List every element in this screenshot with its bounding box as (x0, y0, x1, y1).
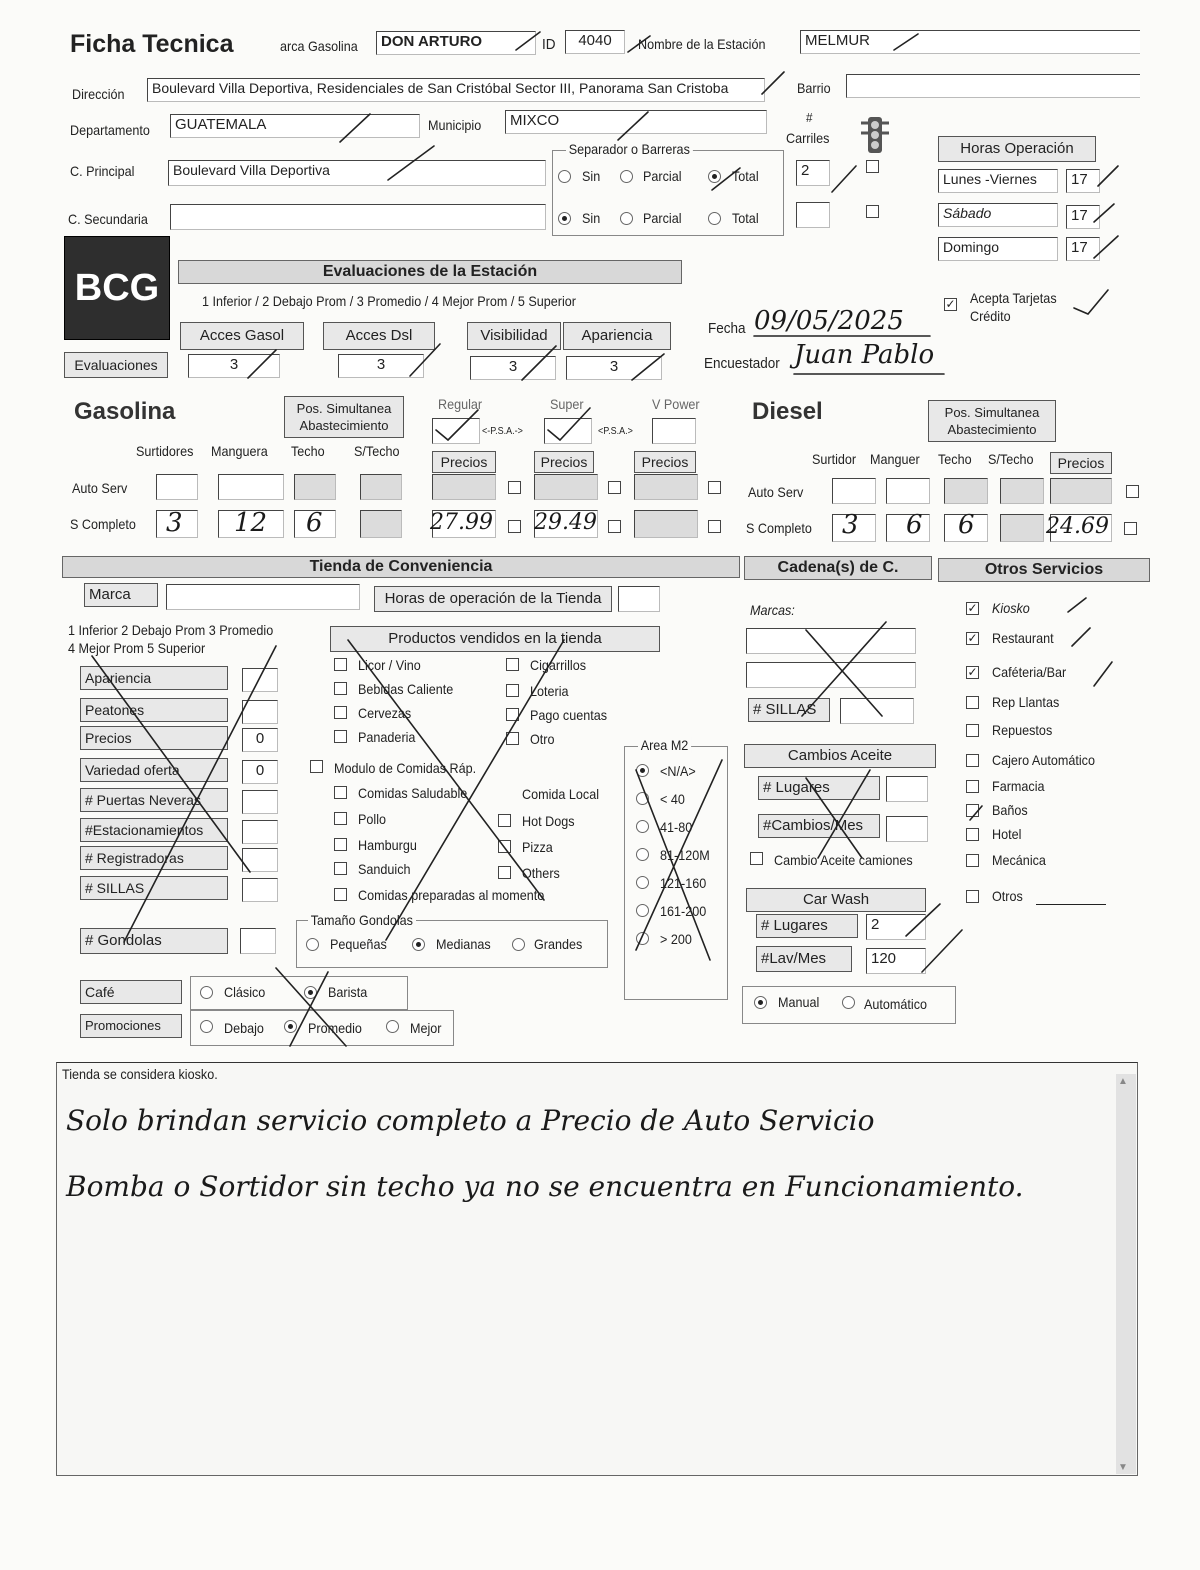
otros-repuestos-checkbox[interactable] (966, 724, 979, 737)
gas-as-stecho[interactable] (360, 474, 402, 500)
diesel-pos-simultanea-line1: Pos. Simultanea (944, 405, 1040, 420)
area-opt-1-radio[interactable] (636, 792, 649, 805)
otros-mecanica-label: Mecánica (992, 852, 1046, 868)
tienda-scale-line1: 1 Inferior 2 Debajo Prom 3 Promedio (68, 622, 274, 638)
otros-otros-checkbox[interactable] (966, 890, 979, 903)
gas-auto-serv-label: Auto Serv (72, 480, 128, 496)
comida-comidas-saludable-checkbox[interactable] (334, 786, 347, 799)
sep-principal-total-label: Total (732, 168, 759, 184)
direccion-field[interactable]: Boulevard Villa Deportiva, Residenciales de San Cristóbal Sector III, Panorama San Cristoba (147, 78, 765, 102)
col-stecho-label: S/Techo (354, 443, 400, 459)
prod-pago-cuentas-checkbox[interactable] (506, 708, 519, 721)
area-opt-5-label: 161-200 (660, 903, 707, 919)
promo-debajo-label: Debajo (224, 1020, 264, 1036)
psa-arrow-1: <-P.S.A.-> (482, 426, 523, 437)
lunes-viernes-label: Lunes -Viernes (938, 169, 1058, 193)
prod-panaderia-checkbox[interactable] (334, 730, 347, 743)
cadena-header: Cadena(s) de C. (744, 556, 932, 580)
tienda-horas-label: Horas de operación de la Tienda (374, 586, 612, 612)
sep-secundaria-total-radio[interactable] (708, 212, 721, 225)
diesel-as-manguer[interactable] (886, 478, 930, 504)
otros-restaurant-label: Restaurant (992, 630, 1054, 646)
comida-hot-dogs-label: Hot Dogs (522, 813, 575, 829)
gas-sc-regular-value: 27.99 (430, 510, 493, 535)
comida-pollo-checkbox[interactable] (334, 812, 347, 825)
otros-underline (1036, 904, 1106, 905)
diesel-sc-techo-value: 6 (958, 510, 975, 540)
comida-comidas-saludable-label: Comidas Saludable (358, 785, 468, 801)
otros-otros-label: Otros (992, 888, 1023, 904)
cadena-sillas-field[interactable] (840, 698, 914, 724)
diesel-sc-manguer-value: 6 (906, 510, 923, 540)
area-opt-1-label: < 40 (660, 791, 685, 807)
tienda-row-peatones-label: Peatones (80, 698, 228, 722)
sep-secundaria-parcial-label: Parcial (643, 210, 682, 226)
cw-manual-radio[interactable] (754, 996, 767, 1009)
gas-as-manguera[interactable] (218, 474, 284, 500)
gas-sc-techo-value: 6 (306, 508, 323, 538)
diesel-auto-serv-label: Auto Serv (748, 484, 804, 500)
prod-bebidas-caliente-checkbox[interactable] (334, 682, 347, 695)
diesel-as-cb[interactable] (1126, 485, 1139, 498)
tienda-row-precios-label: Precios (80, 726, 228, 750)
precios-regular-header: Precios (432, 451, 496, 473)
sep-principal-sin-label: Sin (582, 168, 601, 184)
scroll-up-arrow-icon[interactable]: ▲ (1118, 1076, 1128, 1087)
prod-loteria-checkbox[interactable] (506, 684, 519, 697)
area-opt-4-label: 121-160 (660, 875, 707, 891)
calle-secundaria-label: C. Secundaria (68, 211, 148, 227)
barrio-label: Barrio (797, 80, 831, 96)
vpower-psa-field[interactable] (652, 418, 696, 444)
diesel-as-precio[interactable] (1050, 478, 1112, 504)
regular-psa-field[interactable] (432, 418, 480, 444)
cafe-label: Café (80, 980, 182, 1004)
area-opt-3-label: 81-120M (660, 847, 710, 863)
gondolas-field[interactable] (240, 928, 276, 954)
eval-acces-gasol-field[interactable]: 3 (188, 354, 280, 378)
col-manguera-label: Manguera (211, 443, 268, 459)
modulo-comidas-label: Modulo de Comidas Ráp. (334, 760, 477, 776)
comida-pizza-label: Pizza (522, 839, 553, 855)
carriles-hash: # (806, 110, 813, 125)
eval-apariencia-field[interactable]: 3 (566, 356, 662, 380)
tam-pequenas-radio[interactable] (306, 938, 319, 951)
otros-hotel-label: Hotel (992, 826, 1022, 842)
comida-pizza-checkbox[interactable] (498, 840, 511, 853)
diesel-as-stecho[interactable] (1000, 478, 1044, 504)
evaluaciones-scale: 1 Inferior / 2 Debajo Prom / 3 Promedio / 4 Mejor Prom / 5 Superior (202, 293, 576, 309)
separador-label: Separador o Barreras (566, 141, 693, 157)
acepta-tarjetas-label: Acepta Tarjetas (970, 290, 1057, 306)
gas-as-vpower-cb[interactable] (708, 481, 721, 494)
calle-principal-field[interactable]: Boulevard Villa Deportiva (168, 160, 546, 186)
gas-sc-vpower-precio[interactable] (634, 510, 698, 538)
cw-lav-mes-field[interactable]: 120 (866, 948, 926, 974)
otros-kiosko-checkbox[interactable]: ✓ (967, 601, 978, 615)
municipio-label: Municipio (428, 117, 482, 133)
scroll-down-arrow-icon[interactable]: ▼ (1118, 1462, 1128, 1473)
tienda-row-apariencia-label: Apariencia (80, 666, 228, 690)
tienda-conveniencia-header: Tienda de Conveniencia (62, 556, 740, 578)
diesel-s-completo-label: S Completo (746, 520, 812, 536)
precios-super-header: Precios (534, 451, 594, 473)
tienda-marca-label: Marca (84, 583, 158, 607)
comida-local-label: Comida Local (522, 786, 600, 802)
prod-cervezas-label: Cervezas (358, 705, 412, 721)
tamano-gondolas-label: Tamaño Gondolas (308, 912, 416, 928)
evaluaciones-row-label: Evaluaciones (64, 352, 168, 378)
cafe-clasico-radio[interactable] (200, 986, 213, 999)
gas-sc-surtidores-value: 3 (166, 508, 183, 538)
gas-as-super-cb[interactable] (608, 481, 621, 494)
cw-manual-label: Manual (778, 994, 820, 1010)
otros-servicios-header: Otros Servicios (938, 558, 1150, 582)
gas-as-regular-precio[interactable] (432, 474, 496, 500)
tienda-row-variedad-oferta-label: Variedad oferta (80, 758, 228, 782)
prod-cigarrillos-label: Cigarrillos (530, 657, 587, 673)
page-title: Ficha Tecnica (70, 30, 234, 58)
psa-arrow-2: <P.S.A.> (598, 426, 633, 437)
otros-cafeteria-bar-label: Caféteria/Bar (992, 664, 1067, 680)
domingo-field[interactable]: 17 (1066, 237, 1100, 261)
notes-handwritten-line1: Solo brindan servicio completo a Precio de Auto Servicio (66, 1104, 875, 1137)
gas-sc-super-cb[interactable] (608, 520, 621, 533)
promo-debajo-radio[interactable] (200, 1020, 213, 1033)
area-opt-6-radio[interactable] (636, 932, 649, 945)
calle-principal-label: C. Principal (70, 163, 135, 179)
id-field[interactable]: 4040 (565, 30, 625, 54)
car-wash-header: Car Wash (746, 888, 926, 912)
cadena-marca-field-1[interactable] (746, 628, 916, 654)
otros-restaurant-checkbox[interactable]: ✓ (967, 631, 978, 645)
productos-vendidos-header: Productos vendidos en la tienda (330, 626, 660, 652)
carriles-label: Carriles (786, 130, 830, 146)
area-m2-label: Area M2 (638, 737, 691, 753)
diesel-sc-stecho[interactable] (1000, 514, 1044, 542)
acepta-tarjetas-checkbox[interactable]: ✓ (945, 297, 956, 311)
secundaria-semaforo-checkbox[interactable] (866, 205, 879, 218)
sep-principal-sin-radio[interactable] (558, 170, 571, 183)
cafe-barista-radio[interactable] (304, 986, 317, 999)
gas-pos-simultanea-line2: Abastecimiento (299, 418, 389, 433)
departamento-field[interactable]: GUATEMALA (170, 114, 420, 138)
diesel-col-techo: Techo (938, 451, 972, 467)
acces-gasol-header: Acces Gasol (180, 322, 304, 350)
comida-others-label: Others (522, 865, 560, 881)
tam-medianas-label: Medianas (436, 936, 491, 952)
bcg-logo (64, 236, 170, 340)
cadena-marcas-label: Marcas: (750, 602, 795, 618)
area-m2-group (624, 746, 728, 1000)
diesel-pos-simultanea-line2: Abastecimiento (947, 422, 1037, 437)
tienda-row-apariencia-field[interactable] (242, 668, 278, 692)
sep-secundaria-sin-label: Sin (582, 210, 601, 226)
sep-secundaria-parcial-radio[interactable] (620, 212, 633, 225)
comida-comidas-preparadas-al-momento-checkbox[interactable] (334, 888, 347, 901)
otros-cajero-automatico-checkbox[interactable] (966, 754, 979, 767)
prod-otro-checkbox[interactable] (506, 732, 519, 745)
ca-lugares-field[interactable] (886, 776, 928, 802)
tienda-row-estacionamientos-field[interactable] (242, 820, 278, 844)
cw-lugares-field[interactable]: 2 (866, 914, 926, 940)
tienda-row-precios-field[interactable]: 0 (242, 728, 278, 752)
tienda-row-registradoras-field[interactable] (242, 848, 278, 872)
ca-cambios-mes-label: #Cambios/Mes (758, 814, 880, 838)
tienda-row-puertas-neveras-field[interactable] (242, 790, 278, 814)
prod-cigarrillos-checkbox[interactable] (506, 658, 519, 671)
gas-as-super-precio[interactable] (534, 474, 598, 500)
tienda-row-peatones-field[interactable] (242, 700, 278, 724)
prod-otro-label: Otro (530, 731, 555, 747)
prod-pago-cuentas-label: Pago cuentas (530, 707, 608, 723)
diesel-sc-cb[interactable] (1124, 522, 1137, 535)
cambio-camiones-checkbox[interactable] (750, 852, 763, 865)
comida-pollo-label: Pollo (358, 811, 387, 827)
nombre-estacion-field[interactable]: MELMUR (800, 30, 1140, 54)
precios-vpower-header: Precios (634, 451, 696, 473)
comida-sanduich-label: Sanduich (358, 861, 411, 877)
sep-principal-parcial-label: Parcial (643, 168, 682, 184)
cambios-aceite-header: Cambios Aceite (744, 744, 936, 768)
bcg-logo-text: BCG (74, 267, 160, 309)
credito-label: Crédito (970, 308, 1011, 324)
cadena-sillas-label: # SILLAS (748, 698, 830, 722)
vpower-label: V Power (652, 396, 700, 412)
comida-hamburgu-checkbox[interactable] (334, 838, 347, 851)
cw-automatico-radio[interactable] (842, 996, 855, 1009)
otros-banos-label: Baños (992, 802, 1028, 818)
diesel-col-stecho: S/Techo (988, 451, 1034, 467)
encuestador-label: Encuestador (704, 355, 780, 372)
tienda-row-registradoras-label: # Registradoras (80, 846, 228, 870)
marca-gasolina-field[interactable]: DON ARTURO (376, 31, 536, 55)
diesel-sc-surtidor-value: 3 (842, 510, 859, 540)
prod-licor-vino-label: Licor / Vino (358, 657, 421, 673)
cafe-clasico-label: Clásico (224, 984, 266, 1000)
gas-as-vpower-precio[interactable] (634, 474, 698, 500)
otros-farmacia-label: Farmacia (992, 778, 1045, 794)
gas-as-surtidores[interactable] (156, 474, 198, 500)
diesel-col-manguer: Manguer (870, 451, 920, 467)
otros-rep-llantas-label: Rep Llantas (992, 694, 1060, 710)
tam-medianas-radio[interactable] (412, 938, 425, 951)
ca-cambios-mes-field[interactable] (886, 816, 928, 842)
horas-operacion-header: Horas Operación (938, 136, 1096, 162)
tienda-row-variedad-oferta-field[interactable]: 0 (242, 760, 278, 784)
gondolas-label: # Gondolas (80, 928, 228, 954)
apariencia-header: Apariencia (563, 322, 671, 350)
marca-gasolina-label: arca Gasolina (280, 38, 358, 54)
otros-farmacia-checkbox[interactable] (966, 780, 979, 793)
diesel-as-techo[interactable] (944, 478, 988, 504)
gas-sc-regular-cb[interactable] (508, 520, 521, 533)
cw-automatico-label: Automático (864, 996, 928, 1012)
gas-s-completo-label: S Completo (70, 516, 136, 532)
comida-sanduich-checkbox[interactable] (334, 862, 347, 875)
diesel-pos-simultanea-box (928, 400, 1056, 442)
encuestador-value[interactable]: Juan Pablo (794, 340, 935, 370)
prod-panaderia-label: Panaderia (358, 729, 416, 745)
cw-lugares-label: # Lugares (756, 914, 858, 938)
lunes-viernes-field[interactable]: 17 (1066, 169, 1100, 193)
calle-secundaria-field[interactable] (170, 204, 546, 230)
gas-pos-simultanea-box (284, 396, 404, 438)
id-label: ID (542, 36, 556, 53)
secundaria-carriles-field[interactable] (796, 202, 830, 228)
col-techo-label: Techo (291, 443, 325, 459)
visibilidad-header: Visibilidad (467, 322, 561, 350)
sep-secundaria-sin-radio[interactable] (558, 212, 571, 225)
gas-sc-super-value: 29.49 (534, 510, 597, 535)
sabado-field[interactable]: 17 (1066, 205, 1100, 229)
domingo-label: Domingo (938, 237, 1058, 261)
principal-semaforo-checkbox[interactable] (866, 160, 879, 173)
acces-dsl-header: Acces Dsl (323, 322, 435, 350)
comida-hamburgu-label: Hamburgu (358, 837, 417, 853)
notes-scrollbar[interactable] (1116, 1074, 1136, 1474)
area-opt-6-label: > 200 (660, 931, 692, 947)
gas-sc-stecho[interactable] (360, 510, 402, 538)
area-opt-5-radio[interactable] (636, 904, 649, 917)
sep-principal-total-radio[interactable] (708, 170, 721, 183)
cafe-barista-label: Barista (328, 984, 368, 1000)
super-psa-field[interactable] (544, 418, 592, 444)
tienda-marca-field[interactable] (166, 584, 360, 610)
nombre-estacion-label: Nombre de la Estación (638, 36, 766, 52)
direccion-label: Dirección (72, 86, 125, 102)
evaluaciones-estacion-header: Evaluaciones de la Estación (178, 260, 682, 284)
gas-pos-simultanea-line1: Pos. Simultanea (296, 401, 392, 416)
area-opt-2-radio[interactable] (636, 820, 649, 833)
promo-mejor-label: Mejor (410, 1020, 442, 1036)
otros-cafeteria-bar-checkbox[interactable]: ✓ (967, 665, 978, 679)
otros-repuestos-label: Repuestos (992, 722, 1053, 738)
tam-grandes-label: Grandes (534, 936, 583, 952)
tienda-horas-field[interactable] (618, 586, 660, 612)
prod-bebidas-caliente-label: Bebidas Caliente (358, 681, 454, 697)
diesel-title: Diesel (752, 398, 823, 425)
comida-comidas-preparadas-al-momento-label: Comidas preparadas al momento (358, 887, 545, 903)
area-opt-0-radio[interactable] (636, 764, 649, 777)
prod-licor-vino-checkbox[interactable] (334, 658, 347, 671)
fecha-label: Fecha (708, 320, 746, 337)
diesel-as-surtidor[interactable] (832, 478, 876, 504)
prod-cervezas-checkbox[interactable] (334, 706, 347, 719)
municipio-field[interactable]: MIXCO (505, 110, 767, 134)
diesel-col-surtidor: Surtidor (812, 451, 857, 467)
cadena-marca-field-2[interactable] (746, 662, 916, 688)
otros-mecanica-checkbox[interactable] (966, 854, 979, 867)
col-surtidores-label: Surtidores (136, 443, 194, 459)
promo-mejor-radio[interactable] (386, 1020, 399, 1033)
otros-cajero-automatico-label: Cajero Automático (992, 752, 1095, 768)
promociones-label: Promociones (80, 1014, 182, 1038)
otros-kiosko-label: Kiosko (992, 600, 1030, 616)
comida-hot-dogs-checkbox[interactable] (498, 814, 511, 827)
tienda-row-puertas-neveras-label: # Puertas Neveras (80, 788, 228, 812)
otros-banos-checkbox[interactable] (966, 804, 979, 817)
departamento-label: Departamento (70, 122, 150, 138)
notes-handwritten-line2: Bomba o Sortidor sin techo ya no se encuentra en Funcionamiento. (66, 1170, 1024, 1203)
notes-printed-text: Tienda se considera kiosko. (62, 1066, 218, 1082)
area-opt-3-radio[interactable] (636, 848, 649, 861)
sep-secundaria-total-label: Total (732, 210, 759, 226)
diesel-precios-header: Precios (1050, 452, 1112, 474)
promo-promedio-label: Promedio (308, 1020, 362, 1036)
barrio-field[interactable] (846, 74, 1140, 98)
principal-carriles-field[interactable]: 2 (796, 160, 830, 186)
gas-sc-vpower-cb[interactable] (708, 520, 721, 533)
diesel-sc-precio-value: 24.69 (1046, 514, 1109, 539)
cambio-camiones-label: Cambio Aceite camiones (774, 852, 913, 868)
super-label: Super (550, 396, 584, 412)
regular-label: Regular (438, 396, 483, 412)
tam-pequenas-label: Pequeñas (330, 936, 387, 952)
tam-grandes-radio[interactable] (512, 938, 525, 951)
tienda-row-sillas-field[interactable] (242, 878, 278, 902)
modulo-comidas-checkbox[interactable] (310, 760, 323, 773)
area-opt-4-radio[interactable] (636, 876, 649, 889)
area-opt-0-label: <N/A> (660, 763, 696, 779)
cw-lav-mes-label: #Lav/Mes (756, 946, 852, 972)
gasolina-title: Gasolina (74, 398, 176, 425)
ca-lugares-label: # Lugares (758, 776, 880, 800)
comida-others-checkbox[interactable] (498, 866, 511, 879)
sabado-label: Sábado (938, 203, 1058, 227)
eval-visibilidad-field[interactable]: 3 (470, 356, 556, 380)
tienda-scale-line2: 4 Mejor Prom 5 Superior (68, 640, 206, 656)
cafe-group (190, 976, 408, 1010)
prod-loteria-label: Loteria (530, 683, 569, 699)
promo-promedio-radio[interactable] (284, 1020, 297, 1033)
fecha-value[interactable]: 09/05/2025 (754, 306, 904, 336)
otros-rep-llantas-checkbox[interactable] (966, 696, 979, 709)
tienda-row-sillas-label: # SILLAS (80, 876, 228, 900)
gas-as-techo[interactable] (294, 474, 336, 500)
otros-hotel-checkbox[interactable] (966, 828, 979, 841)
traffic-light-icon (858, 115, 892, 159)
area-opt-2-label: 41-80 (660, 819, 693, 835)
eval-acces-dsl-field[interactable]: 3 (338, 354, 424, 378)
tienda-row-estacionamientos-label: #Estacionamientos (80, 818, 228, 842)
gas-sc-manguera-value: 12 (234, 508, 268, 538)
gas-as-regular-cb[interactable] (508, 481, 521, 494)
sep-principal-parcial-radio[interactable] (620, 170, 633, 183)
